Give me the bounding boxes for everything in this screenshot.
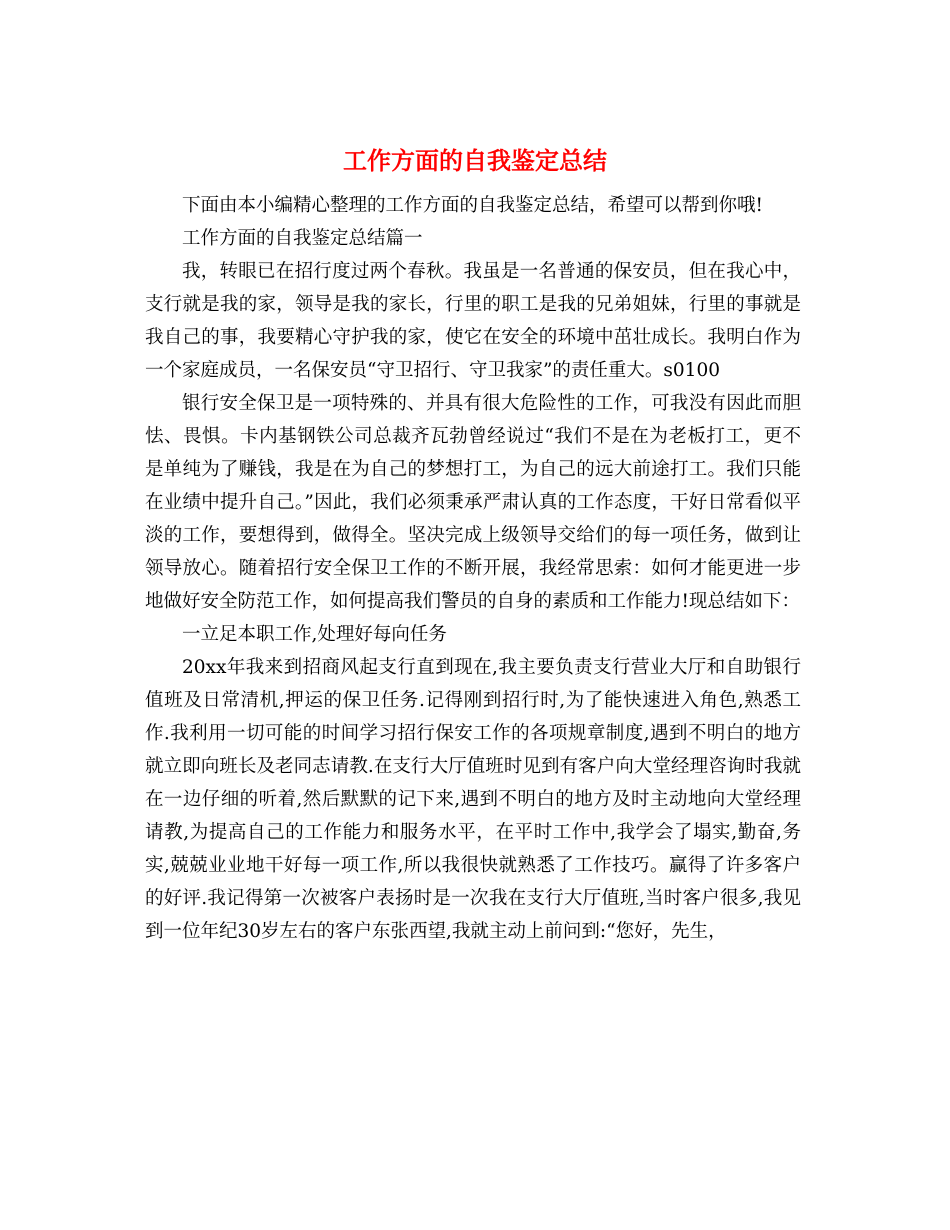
paragraph-section-heading: 工作方面的自我鉴定总结篇一 bbox=[182, 228, 423, 249]
document-body bbox=[145, 189, 801, 948]
paragraph-body-3: 20xx年我来到招商风起支行直到现在,我主要负责支行营业大厅和自助银行值班及日常清机,押运的保卫任务.记得刚到招行时,为了能快速进入角色,熟悉工作.我利用一切可能的时间学习招行保安工作的各项规章制度,遇到不明白的地方就立即向班长及老同志请教.在支行大厅值班时见到有客户向大堂经理咨询时我就在一边仔细的听着,然后默默的记下来,遇到不明白的地方及时主动地向大堂经理请教,为提高自己的工作能力和服务水平，在平时工作中,我学会了塌实,勤奋,务实,兢兢业业地干好每一项工作,所以我很快就熟悉了工作技巧。赢得了许多客户的好评.我记得第一次被客户表扬时是一次我在支行大厅值班,当时客户很多,我见到一位年纪30岁左右的客户东张西望,我就主动上前问到:“您好，先生， bbox=[145, 657, 801, 942]
paragraph-body-2: 银行安全保卫是一项特殊的、并具有很大危险性的工作，可我没有因此而胆怯、畏惧。卡内基钢铁公司总裁齐瓦勃曾经说过“我们不是在为老板打工，更不是单纯为了赚钱，我是在为自己的梦想打工，为自己的远大前途打工。我们只能在业绩中提升自己。”因此，我们必须秉承严肃认真的工作态度，干好日常看似平淡的工作，要想得到，做得全。坚决完成上级领导交给们的每一项任务，做到让领导放心。随着招行安全保卫工作的不断开展，我经常思索：如何才能更进一步地做好安全防范工作，如何提高我们警员的自身的素质和工作能力!现总结如下： bbox=[145, 393, 801, 612]
document-title: 工作方面的自我鉴定总结 bbox=[343, 146, 607, 175]
paragraph-intro: 下面由本小编精心整理的工作方面的自我鉴定总结，希望可以帮到你哦! bbox=[182, 195, 763, 216]
paragraph-subheading: 一立足本职工作,处理好每向任务 bbox=[182, 624, 447, 645]
paragraph-body-1: 我，转眼已在招行度过两个春秋。我虽是一名普通的保安员，但在我心中，支行就是我的家，领导是我的家长，行里的职工是我的兄弟姐妹，行里的事就是我自己的事，我要精心守护我的家，使它在安全的环境中茁壮成长。我明白作为一个家庭成员，一名保安员“守卫招行、守卫我家”的责任重大。s0100 bbox=[145, 261, 801, 381]
